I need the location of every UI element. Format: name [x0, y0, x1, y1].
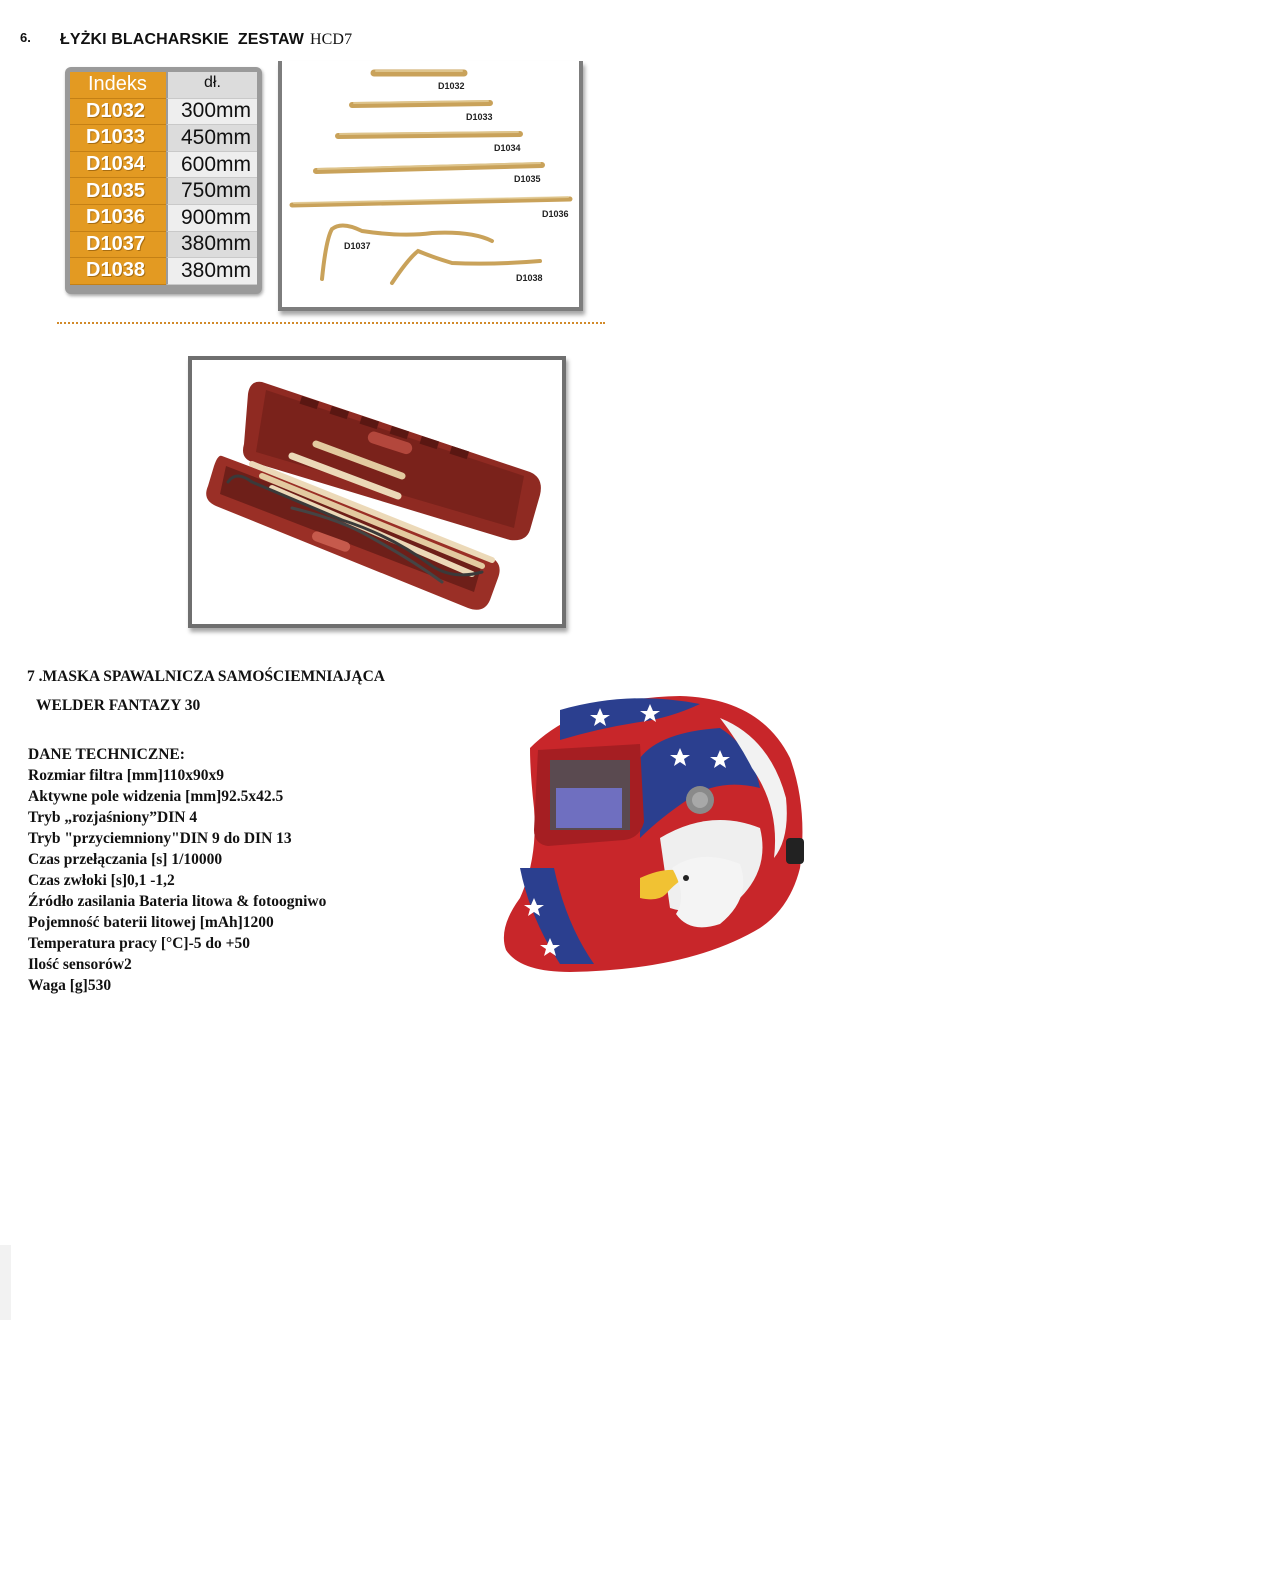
tech-line: Ilość sensorów2 — [28, 956, 132, 973]
table-row — [70, 178, 257, 205]
tech-line: Źródło zasilania Bateria litowa & fotoogniwo — [28, 893, 327, 910]
length-cell: 450mm — [166, 125, 257, 152]
length-cell: 380mm — [166, 232, 257, 259]
tool-label-d1034: D1034 — [494, 143, 521, 153]
tech-line: Pojemność baterii litowej [mAh]1200 — [28, 914, 274, 931]
index-cell: D1038 — [70, 258, 166, 285]
tech-line: Tryb „rozjaśniony”DIN 4 — [28, 809, 198, 826]
tech-line: Temperatura pracy [°C]-5 do +50 — [28, 935, 250, 952]
tool-label-d1033: D1033 — [466, 112, 493, 122]
index-cell: D1034 — [70, 152, 166, 179]
tech-line: Czas zwłoki [s]0,1 -1,2 — [28, 872, 175, 889]
technical-data — [28, 744, 326, 996]
page-edge-mark — [0, 1245, 11, 1320]
tool-label-d1037: D1037 — [344, 241, 371, 251]
section-6-title-text: ŁYŻKI BLACHARSKIE ZESTAW — [60, 31, 304, 48]
table-row — [70, 232, 257, 259]
tech-line: Waga [g]530 — [28, 977, 112, 994]
index-table-header — [70, 72, 257, 99]
index-header: Indeks — [70, 72, 166, 99]
tool-label-d1036: D1036 — [542, 209, 569, 219]
tool-label-d1032: D1032 — [438, 81, 465, 91]
index-length-table — [65, 67, 262, 294]
tool-label-d1038: D1038 — [516, 273, 543, 283]
index-cell: D1035 — [70, 178, 166, 205]
body-spoons-illustration — [282, 61, 579, 307]
tool-label-d1035: D1035 — [514, 174, 541, 184]
tech-header: DANE TECHNICZNE: — [28, 746, 185, 763]
length-cell: 750mm — [166, 178, 257, 205]
table-row — [70, 152, 257, 179]
length-header: dł. — [166, 72, 257, 99]
tech-line: Tryb "przyciemniony"DIN 9 do DIN 13 — [28, 830, 292, 847]
welding-helmet-image — [490, 688, 820, 978]
length-cell: 380mm — [166, 258, 257, 285]
tech-line: Aktywne pole widzenia [mm]92.5x42.5 — [28, 788, 284, 805]
index-cell: D1036 — [70, 205, 166, 232]
table-row — [70, 125, 257, 152]
table-row — [70, 258, 257, 285]
length-cell: 600mm — [166, 152, 257, 179]
section-6-title — [60, 31, 352, 49]
table-row — [70, 99, 257, 126]
tool-case-photo-panel — [188, 356, 566, 628]
index-cell: D1033 — [70, 125, 166, 152]
tool-case-illustration — [192, 360, 562, 624]
length-cell: 300mm — [166, 99, 257, 126]
index-cell: D1032 — [70, 99, 166, 126]
section-6-code: HCD7 — [309, 31, 353, 48]
tech-line: Czas przełączania [s] 1/10000 — [28, 851, 223, 868]
tech-line: Rozmiar filtra [mm]110x90x9 — [28, 767, 224, 784]
section-7-title: 7 .MASKA SPAWALNICZA SAMOŚCIEMNIAJĄCA — [27, 668, 385, 685]
dotted-divider — [57, 322, 605, 324]
index-cell: D1037 — [70, 232, 166, 259]
tools-photo-panel — [278, 61, 583, 311]
section-6-number: 6. — [20, 30, 31, 45]
section-7-subtitle: WELDER FANTAZY 30 — [36, 697, 201, 714]
table-row — [70, 205, 257, 232]
welding-helmet-illustration — [490, 688, 820, 978]
length-cell: 900mm — [166, 205, 257, 232]
